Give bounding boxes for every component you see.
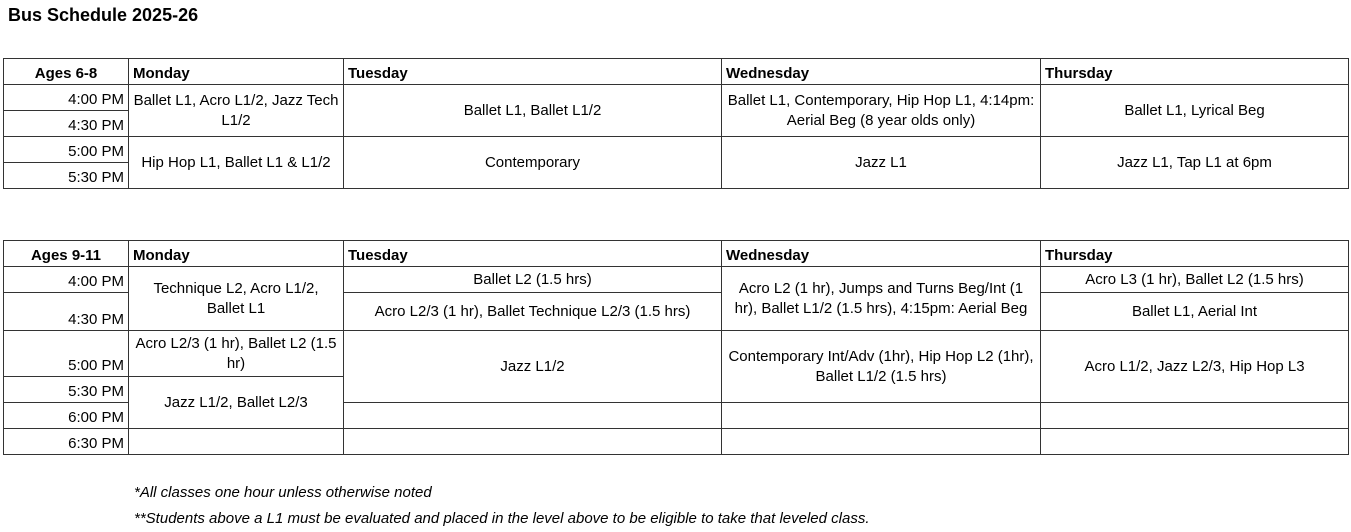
time-slot: 6:30 PM [4,429,129,455]
schedule-table-ages-6-8 [3,58,1349,189]
class-cell-tuesday: Contemporary [344,137,722,189]
footnote-one-hour: *All classes one hour unless otherwise noted [134,484,432,501]
class-cell-wednesday: Acro L2 (1 hr), Jumps and Turns Beg/Int (1 hr), Ballet L1/2 (1.5 hrs), 4:15pm: Aerial Beg [722,267,1041,331]
page-title: Bus Schedule 2025-26 [8,5,199,25]
day-header-wednesday: Wednesday [722,241,1041,267]
time-slot: 4:00 PM [4,85,129,111]
class-cell-thursday: Jazz L1, Tap L1 at 6pm [1041,137,1349,189]
class-cell-monday: Jazz L1/2, Ballet L2/3 [129,377,344,429]
age-group-label: Ages 9-11 [4,241,129,267]
empty-cell [1041,403,1349,429]
class-cell-thursday: Ballet L1, Lyrical Beg [1041,85,1349,137]
class-cell-wednesday: Ballet L1, Contemporary, Hip Hop L1, 4:14pm: Aerial Beg (8 year olds only) [722,85,1041,137]
day-header-tuesday: Tuesday [344,59,722,85]
time-slot: 4:30 PM [4,293,129,331]
class-cell-thursday: Acro L1/2, Jazz L2/3, Hip Hop L3 [1041,331,1349,403]
time-slot: 5:00 PM [4,137,129,163]
time-slot: 5:30 PM [4,377,129,403]
class-cell-tuesday: Ballet L2 (1.5 hrs) [344,267,722,293]
class-cell-tuesday: Jazz L1/2 [344,331,722,403]
day-header-tuesday: Tuesday [344,241,722,267]
class-cell-thursday: Ballet L1, Aerial Int [1041,293,1349,331]
empty-cell [344,403,722,429]
day-header-monday: Monday [129,241,344,267]
time-slot: 5:00 PM [4,331,129,377]
time-slot: 5:30 PM [4,163,129,189]
class-cell-monday: Acro L2/3 (1 hr), Ballet L2 (1.5 hr) [129,331,344,377]
class-cell-monday: Technique L2, Acro L1/2, Ballet L1 [129,267,344,331]
schedule-table-ages-9-11 [3,240,1349,455]
empty-cell [129,429,344,455]
class-cell-wednesday: Jazz L1 [722,137,1041,189]
class-cell-monday: Ballet L1, Acro L1/2, Jazz Tech L1/2 [129,85,344,137]
empty-cell [722,429,1041,455]
day-header-thursday: Thursday [1041,241,1349,267]
footnote-evaluation: **Students above a L1 must be evaluated and placed in the level above to be eligible to take that leveled class. [134,510,870,527]
class-cell-thursday: Acro L3 (1 hr), Ballet L2 (1.5 hrs) [1041,267,1349,293]
day-header-monday: Monday [129,59,344,85]
day-header-wednesday: Wednesday [722,59,1041,85]
day-header-thursday: Thursday [1041,59,1349,85]
class-cell-monday: Hip Hop L1, Ballet L1 & L1/2 [129,137,344,189]
class-cell-wednesday: Contemporary Int/Adv (1hr), Hip Hop L2 (1hr), Ballet L1/2 (1.5 hrs) [722,331,1041,403]
empty-cell [1041,429,1349,455]
class-cell-tuesday: Acro L2/3 (1 hr), Ballet Technique L2/3 (1.5 hrs) [344,293,722,331]
age-group-label: Ages 6-8 [4,59,129,85]
class-cell-tuesday: Ballet L1, Ballet L1/2 [344,85,722,137]
empty-cell [344,429,722,455]
time-slot: 4:00 PM [4,267,129,293]
time-slot: 4:30 PM [4,111,129,137]
empty-cell [722,403,1041,429]
time-slot: 6:00 PM [4,403,129,429]
